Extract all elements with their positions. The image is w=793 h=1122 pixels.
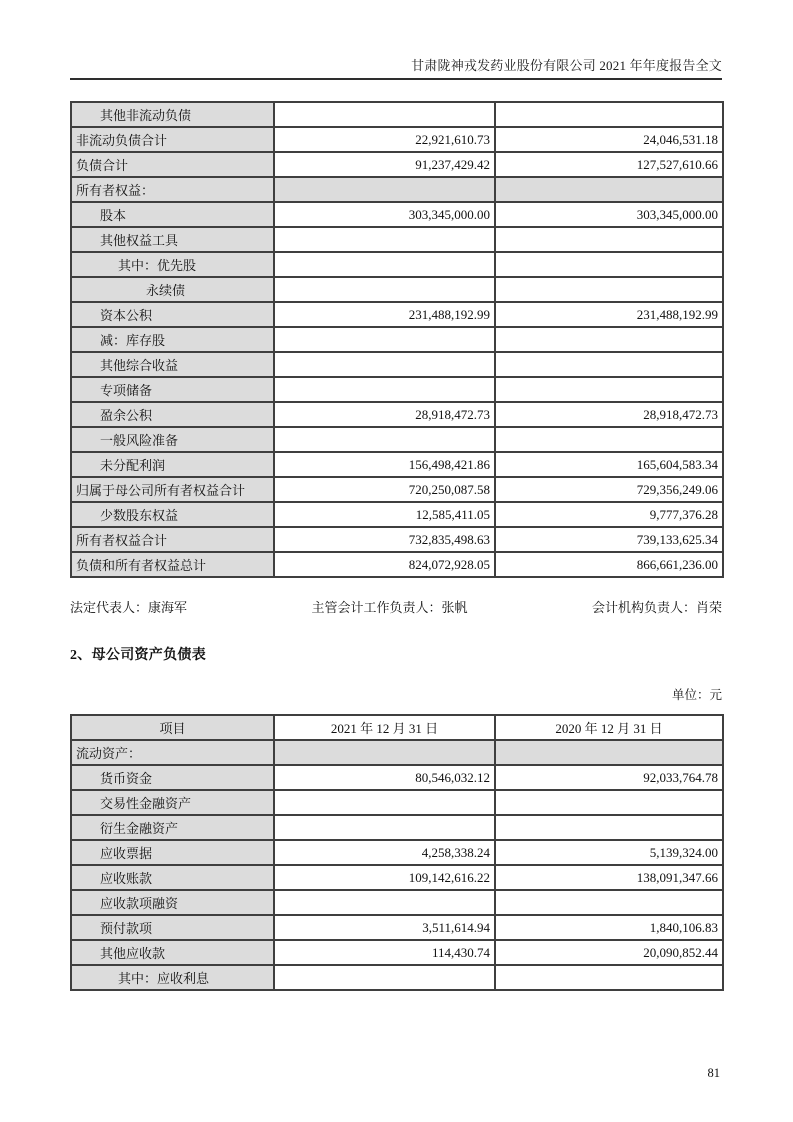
value-2021: 303,345,000.00 (274, 202, 495, 227)
row-label: 负债合计 (71, 152, 274, 177)
table-row (71, 327, 723, 352)
row-label: 其他应收款 (71, 940, 274, 965)
row-label: 其他综合收益 (71, 352, 274, 377)
row-label: 其中：应收利息 (71, 965, 274, 990)
value-2020 (495, 102, 723, 127)
value-2021 (274, 815, 495, 840)
value-2021 (274, 790, 495, 815)
table-row (71, 352, 723, 377)
row-label: 所有者权益： (71, 177, 274, 202)
table-row (71, 302, 723, 327)
value-2020 (495, 815, 723, 840)
page-number: 81 (707, 1066, 720, 1080)
column-header-2021: 2021 年 12 月 31 日 (274, 715, 495, 740)
value-2021 (274, 890, 495, 915)
row-label: 交易性金融资产 (71, 790, 274, 815)
value-2021 (274, 352, 495, 377)
chief-accounting-officer-text: 主管会计工作负责人：张帆 (311, 600, 468, 615)
table-row (71, 177, 723, 202)
value-2021 (274, 327, 495, 352)
page-content (70, 0, 722, 991)
value-2020 (495, 377, 723, 402)
column-header-2020: 2020 年 12 月 31 日 (495, 715, 723, 740)
row-label: 永续债 (71, 277, 274, 302)
value-2020: 729,356,249.06 (495, 477, 723, 502)
value-2021 (274, 277, 495, 302)
value-2020: 866,661,236.00 (495, 552, 723, 577)
value-2020 (495, 790, 723, 815)
row-label: 股本 (71, 202, 274, 227)
row-label: 资本公积 (71, 302, 274, 327)
row-label: 减：库存股 (71, 327, 274, 352)
value-2020 (495, 352, 723, 377)
value-2021: 28,918,472.73 (274, 402, 495, 427)
value-2020: 138,091,347.66 (495, 865, 723, 890)
value-2020: 127,527,610.66 (495, 152, 723, 177)
row-label: 衍生金融资产 (71, 815, 274, 840)
row-label: 一般风险准备 (71, 427, 274, 452)
row-label: 其中：优先股 (71, 252, 274, 277)
value-2021 (274, 427, 495, 452)
table-row (71, 527, 723, 552)
row-label: 归属于母公司所有者权益合计 (71, 477, 274, 502)
value-2021: 12,585,411.05 (274, 502, 495, 527)
table-row (71, 252, 723, 277)
table-row (71, 790, 723, 815)
table-row (71, 452, 723, 477)
table-row (71, 427, 723, 452)
row-label: 流动资产： (71, 740, 274, 765)
value-2020 (495, 252, 723, 277)
value-2021 (274, 102, 495, 127)
table-row (71, 865, 723, 890)
table-row (71, 815, 723, 840)
table-row (71, 152, 723, 177)
table-row (71, 277, 723, 302)
table-header-row (71, 715, 723, 740)
value-2021 (274, 252, 495, 277)
row-label: 应收票据 (71, 840, 274, 865)
row-label: 所有者权益合计 (71, 527, 274, 552)
value-2020: 9,777,376.28 (495, 502, 723, 527)
value-2020: 231,488,192.99 (495, 302, 723, 327)
value-2020: 20,090,852.44 (495, 940, 723, 965)
value-2021: 91,237,429.42 (274, 152, 495, 177)
table-row (71, 840, 723, 865)
value-2020: 303,345,000.00 (495, 202, 723, 227)
row-label: 预付款项 (71, 915, 274, 940)
value-2021 (274, 740, 495, 765)
row-label: 其他权益工具 (71, 227, 274, 252)
value-2020: 1,840,106.83 (495, 915, 723, 940)
value-2021: 732,835,498.63 (274, 527, 495, 552)
value-2020 (495, 890, 723, 915)
row-label: 负债和所有者权益总计 (71, 552, 274, 577)
value-2020: 92,033,764.78 (495, 765, 723, 790)
table-row (71, 202, 723, 227)
row-label: 盈余公积 (71, 402, 274, 427)
value-2020 (495, 740, 723, 765)
value-2020: 24,046,531.18 (495, 127, 723, 152)
value-2021: 231,488,192.99 (274, 302, 495, 327)
value-2020: 5,139,324.00 (495, 840, 723, 865)
table-row (71, 552, 723, 577)
table-row (71, 740, 723, 765)
legal-representative-text: 法定代表人：康海军 (70, 600, 188, 615)
value-2020 (495, 177, 723, 202)
signatory-line (70, 597, 722, 616)
consolidated-balance-sheet-body (71, 102, 723, 577)
section-heading: 2、母公司资产负债表 (70, 648, 206, 663)
table-row (71, 915, 723, 940)
table-row (71, 402, 723, 427)
row-label: 少数股东权益 (71, 502, 274, 527)
row-label: 应收款项融资 (71, 890, 274, 915)
table-row (71, 965, 723, 990)
value-2021: 4,258,338.24 (274, 840, 495, 865)
value-2020 (495, 327, 723, 352)
table-row (71, 127, 723, 152)
table-row (71, 765, 723, 790)
table-row (71, 890, 723, 915)
value-2020 (495, 277, 723, 302)
row-label: 货币资金 (71, 765, 274, 790)
value-2021 (274, 377, 495, 402)
row-label: 其他非流动负债 (71, 102, 274, 127)
column-header-item: 项目 (71, 715, 274, 740)
row-label: 非流动负债合计 (71, 127, 274, 152)
value-2021 (274, 177, 495, 202)
value-2021: 3,511,614.94 (274, 915, 495, 940)
row-label: 未分配利润 (71, 452, 274, 477)
value-2021: 109,142,616.22 (274, 865, 495, 890)
row-label: 应收账款 (71, 865, 274, 890)
unit-label: 单位：元 (671, 688, 722, 702)
parent-balance-sheet-body (71, 740, 723, 990)
value-2021: 156,498,421.86 (274, 452, 495, 477)
table-row (71, 477, 723, 502)
table-row (71, 227, 723, 252)
value-2021: 22,921,610.73 (274, 127, 495, 152)
value-2021 (274, 965, 495, 990)
value-2020: 165,604,583.34 (495, 452, 723, 477)
value-2020: 739,133,625.34 (495, 527, 723, 552)
value-2021: 720,250,087.58 (274, 477, 495, 502)
table-row (71, 377, 723, 402)
value-2021: 80,546,032.12 (274, 765, 495, 790)
value-2020 (495, 965, 723, 990)
value-2021 (274, 227, 495, 252)
value-2020 (495, 427, 723, 452)
value-2021: 114,430.74 (274, 940, 495, 965)
value-2020 (495, 227, 723, 252)
consolidated-balance-sheet-table (70, 101, 724, 578)
running-header-title: 甘肃陇神戎发药业股份有限公司 2021 年年度报告全文 (70, 0, 722, 80)
table-row (71, 502, 723, 527)
table-row (71, 102, 723, 127)
table-row (71, 940, 723, 965)
row-label: 专项储备 (71, 377, 274, 402)
value-2021: 824,072,928.05 (274, 552, 495, 577)
value-2020: 28,918,472.73 (495, 402, 723, 427)
accounting-dept-head-text: 会计机构负责人：肖荣 (591, 600, 722, 615)
parent-balance-sheet-table (70, 714, 724, 991)
